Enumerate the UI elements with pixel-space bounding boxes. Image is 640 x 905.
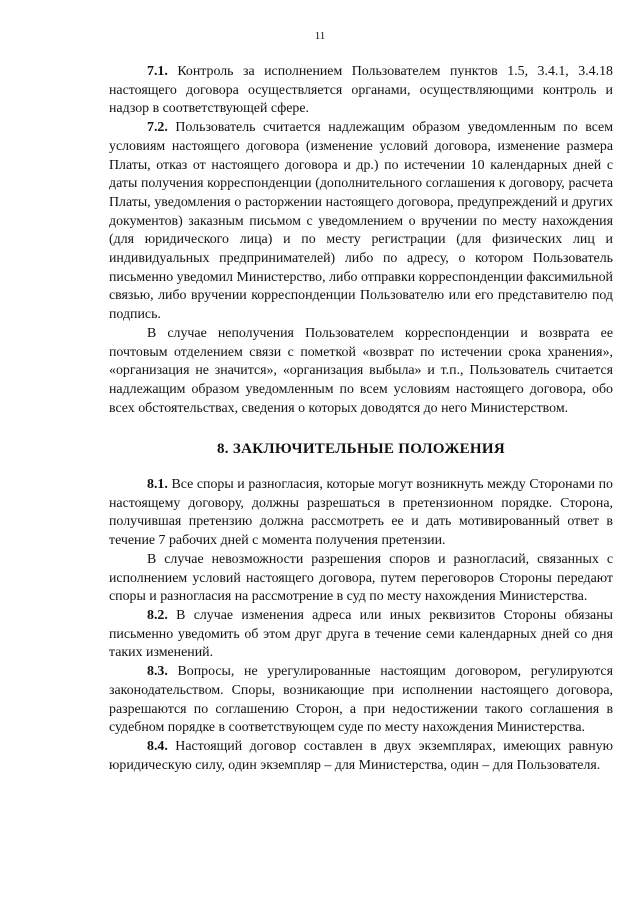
clause-8-4 (109, 738, 613, 775)
clause-number: 8.1. (147, 477, 168, 493)
section-heading: 8. ЗАКЛЮЧИТЕЛЬНЫЕ ПОЛОЖЕНИЯ (216, 441, 506, 458)
clause-number: 8.3. (147, 664, 168, 680)
clause-text: Настоящий договор составлен в двух экземплярах, имеющих равную юридическую силу, один экземпляр – для Министерства, один – для Пользователя. (109, 738, 613, 773)
clause-text: Контроль за исполнением Пользователем пунктов 1.5, 3.4.1, 3.4.18 настоящего договора осуществляется органами, осуществляющими контроль и надзор в соответствующей сфере. (109, 64, 613, 117)
clause-8-3 (109, 663, 613, 738)
clause-number: 8.4. (147, 738, 168, 754)
clause-text: В случае изменения адреса или иных реквизитов Стороны обязаны письменно уведомить об этом друг друга в течение семи календарных дней со дня таких изменений. (109, 607, 613, 661)
clause-number: 7.2. (147, 120, 168, 136)
clause-number: 7.1. (147, 64, 168, 79)
clause-8-2 (109, 607, 613, 663)
clause-7-1 (109, 63, 613, 119)
clause-number: 8.2. (147, 607, 168, 623)
document-body (109, 63, 613, 775)
page-number: 11 (314, 30, 326, 42)
clause-7-2-continuation: В случае неполучения Пользователем корреспонденции и возврата ее почтовым отделением связи с пометкой «возврат по истечении срока хранения», «организация не значится», «организация выбыла» и т.п., Пользователь считается надлежащим образом уведомленным по всем условиям настоящего договора, обо всех обстоятельствах, сведения о которых доводятся до него Министерством. (109, 325, 613, 416)
clause-7-2 (109, 119, 613, 325)
clause-8-1 (109, 476, 613, 551)
clause-text: Все споры и разногласия, которые могут возникнуть между Сторонами по настоящему договору, должны разрешаться в претензионном порядке. Сторона, получившая претензию должна рассмотреть ее и дать мотивированный ответ в течение 7 рабочих дней с момента получения претензии. (109, 477, 613, 549)
clause-text: Пользователь считается надлежащим образом уведомленным по всем условиям настоящего договора (изменение условий договора, изменение размера Платы, отказ от настоящего договора и др.) по истечении 10 календарных дней с даты получения корреспонденции (дополнительного соглашения к договору, расчета Платы, уведомления о расторжении настоящего договора, предупреждений и других документов) заказным письмом с уведомлением о вручении по месту нахождения (для юридического лица) и по месту регистрации (для физических лиц и индивидуальных предпринимателей) либо по адресу, о котором Пользователь письменно уведомил Министерство, либо отправки корреспонденции факсимильной связью, либо вручении корреспонденции Пользователю или его представителю под подпись. (109, 120, 613, 323)
clause-text: Вопросы, не урегулированные настоящим договором, регулируются законодательством. Споры, возникающие при исполнении настоящего договора, разрешаются по соглашению Сторон, а при недостижении такого соглашения в судебном порядке в соответствующем суде по месту нахождения Министерства. (109, 664, 613, 736)
clause-8-1-continuation: В случае невозможности разрешения споров и разногласий, связанных с исполнением условий настоящего договора, путем переговоров Стороны передают споры и разногласия на рассмотрение в суд по месту нахождения Министерства. (109, 551, 613, 605)
